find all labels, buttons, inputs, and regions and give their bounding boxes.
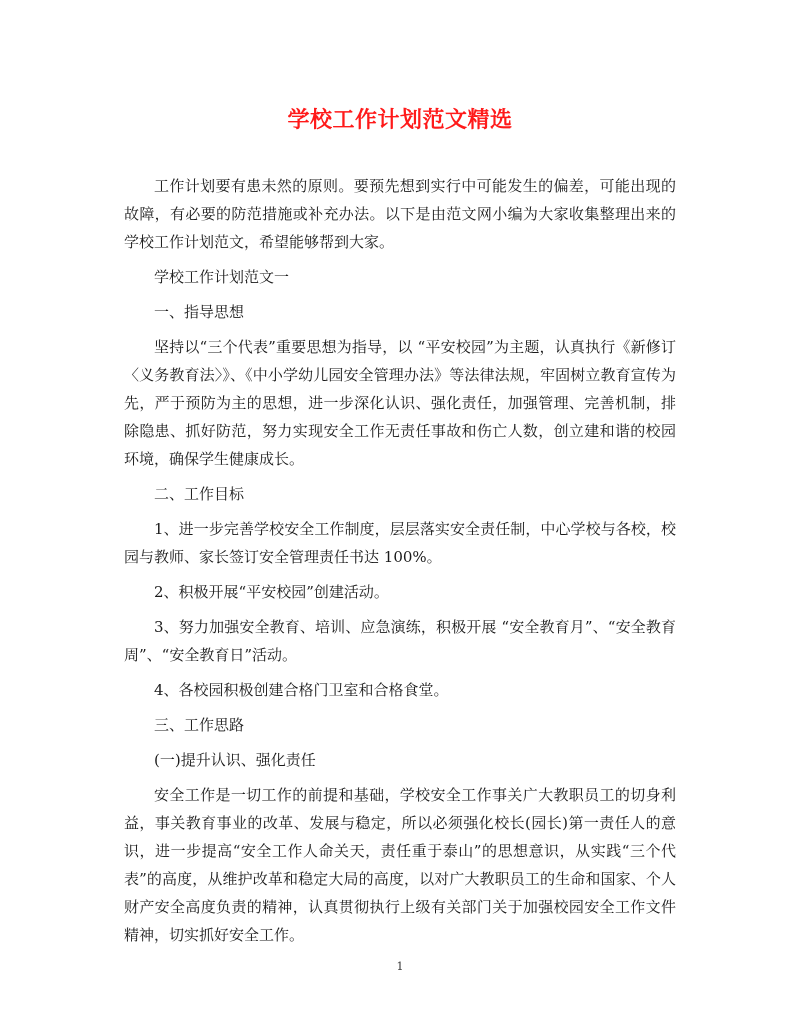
section-heading-sample-one: 学校工作计划范文一 [154,268,290,286]
goal-item-3: 3、努力加强安全教育、培训、应急演练，积极开展 “安全教育月”、“安全教育周”、“安全教育日”活动。 [124,618,676,664]
paragraph-raise-awareness: 安全工作是一切工作的前提和基础，学校安全工作事关广大教职员工的切身利益，事关教育事业的改革、发展与稳定，所以必须强化校长(园长)第一责任人的意识，进一步提高“安全工作人命关天，责任重于泰山”的思想意识，从实践“三个代表”的高度，从维护改革和稳定大局的高度，以对广大教职员工的生命和国家、个人财产安全高度负责的精神，认真贯彻执行上级有关部门关于加强校园安全工作文件精神，切实抓好安全工作。 [124,786,676,944]
page-number: 1 [396,960,404,973]
goal-item-4: 4、各校园积极创建合格门卫室和合格食堂。 [154,681,449,699]
heading-work-approach: 三、工作思路 [154,716,245,734]
heading-work-goals: 二、工作目标 [154,485,245,503]
paragraph-guiding-ideology: 坚持以“三个代表”重要思想为指导，以 “平安校园”为主题，认真执行《新修订〈义务教育法〉》、《中小学幼儿园安全管理办法》等法律法规，牢固树立教育宣传为先，严于预防为主的思想，进一步深化认识、强化责任，加强管理、完善机制，排除隐患、抓好防范，努力实现安全工作无责任事故和伤亡人数，创立建和谐的校园环境，确保学生健康成长。 [124,338,676,468]
goal-item-2: 2、积极开展“平安校园”创建活动。 [154,583,389,601]
intro-paragraph: 工作计划要有患未然的原则。要预先想到实行中可能发生的偏差，可能出现的故障，有必要的防范措施或补充办法。以下是由范文网小编为大家收集整理出来的学校工作计划范文，希望能够帮到大家。 [124,177,676,251]
heading-guiding-ideology: 一、指导思想 [154,303,245,321]
goal-item-1: 1、进一步完善学校安全工作制度，层层落实安全责任制，中心学校与各校，校园与教师、家长签订安全管理责任书达 100%。 [124,520,676,566]
subheading-raise-awareness: (一)提升认识、强化责任 [154,751,316,769]
document-body [124,172,676,949]
document-title: 学校工作计划范文精选 [287,107,513,133]
